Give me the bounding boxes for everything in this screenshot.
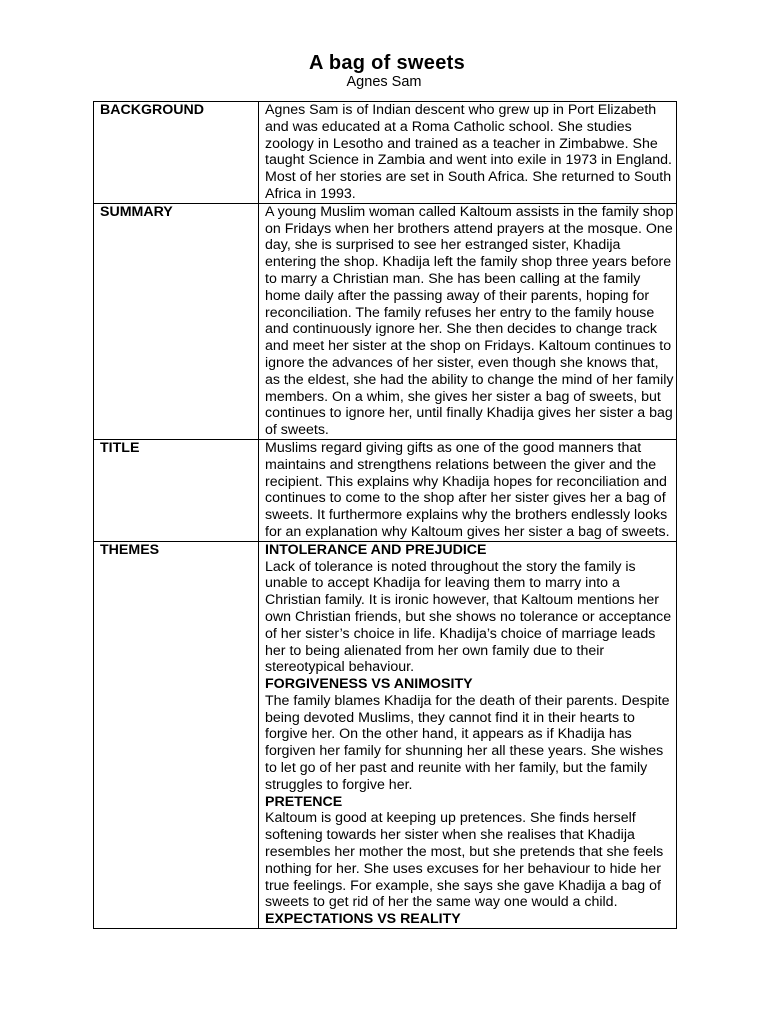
row-content-title: Muslims regard giving gifts as one of the good manners that maintains and strengthens relations between the giver and the recipient. This explains why Khadija hopes for reconciliation and continues to come to the shop after her sister gives her a bag of sweets. It furthermore explains why the brothers endlessly looks for an explanation why Kaltoum gives her sister a bag of sweets. bbox=[259, 439, 677, 541]
table-row-background bbox=[94, 102, 677, 204]
row-content-summary: A young Muslim woman called Kaltoum assists in the family shop on Fridays when her brothers attend prayers at the mosque. One day, she is surprised to see her estranged sister, Khadija entering the shop. Khadija left the family shop three years before to marry a Christian man. She has been calling at the family home daily after the passing away of their parents, hoping for reconciliation. The family refuses her entry to the family house and continuously ignore her. She then decides to change track and meet her sister at the shop on Fridays. Kaltoum continues to ignore the advances of her sister, even though she knows that, as the eldest, she had the ability to change the mind of her family members. On a whim, she gives her sister a bag of sweets, but continues to ignore her, until finally Khadija gives her sister a bag of sweets. bbox=[259, 203, 677, 439]
row-label-background: BACKGROUND bbox=[94, 102, 259, 204]
table-row-themes bbox=[94, 541, 677, 928]
row-label-themes: THEMES bbox=[94, 541, 259, 928]
table-row-title bbox=[94, 439, 677, 541]
row-label-title: TITLE bbox=[94, 439, 259, 541]
theme-text-intolerance: Lack of tolerance is noted throughout the story the family is unable to accept Khadija for leaving them to marry into a Christian family. It is ironic however, that Kaltoum mentions her own Christian friends, but she shows no tolerance or acceptance of her sister’s choice in life. Khadija’s choice of marriage leads her to being alienated from her own family due to their stereotypical behaviour. bbox=[265, 558, 672, 676]
theme-heading-expectations: EXPECTATIONS VS REALITY bbox=[265, 911, 461, 928]
theme-heading-forgiveness: FORGIVENESS VS ANIMOSITY bbox=[265, 676, 473, 693]
theme-text-pretence: Kaltoum is good at keeping up pretences. She finds herself softening towards her sister when she realises that Khadija resembles her mother the most, but she pretends that she feels nothing for her. She uses excuses for her behaviour to hide her true feelings. For example, she says she gave Khadija a bag of sweets to get rid of her the same way one would a child. bbox=[265, 810, 664, 911]
study-notes-table bbox=[93, 101, 677, 929]
row-content-background: Agnes Sam is of Indian descent who grew up in Port Elizabeth and was educated at a Roma Catholic school. She studies zoology in Lesotho and trained as a teacher in Zimbabwe. She taught Science in Zambia and went into exile in 1973 in England. Most of her stories are set in South Africa. She returned to South Africa in 1993. bbox=[259, 102, 677, 204]
document-title: A bag of sweets bbox=[308, 52, 465, 74]
theme-heading-pretence: PRETENCE bbox=[265, 793, 343, 810]
theme-heading-intolerance: INTOLERANCE AND PREJUDICE bbox=[265, 541, 487, 558]
document-author: Agnes Sam bbox=[346, 74, 422, 90]
table-row-summary bbox=[94, 203, 677, 439]
row-label-summary: SUMMARY bbox=[94, 203, 259, 439]
theme-text-forgiveness: The family blames Khadija for the death of their parents. Despite being devoted Muslims, they cannot find it in their hearts to forgive her. On the other hand, it appears as if Khadija has forgiven her family for shunning her all these years. She wishes to let go of her past and reunite with her family, but the family struggles to forgive her. bbox=[265, 692, 670, 793]
row-content-themes bbox=[259, 541, 677, 928]
